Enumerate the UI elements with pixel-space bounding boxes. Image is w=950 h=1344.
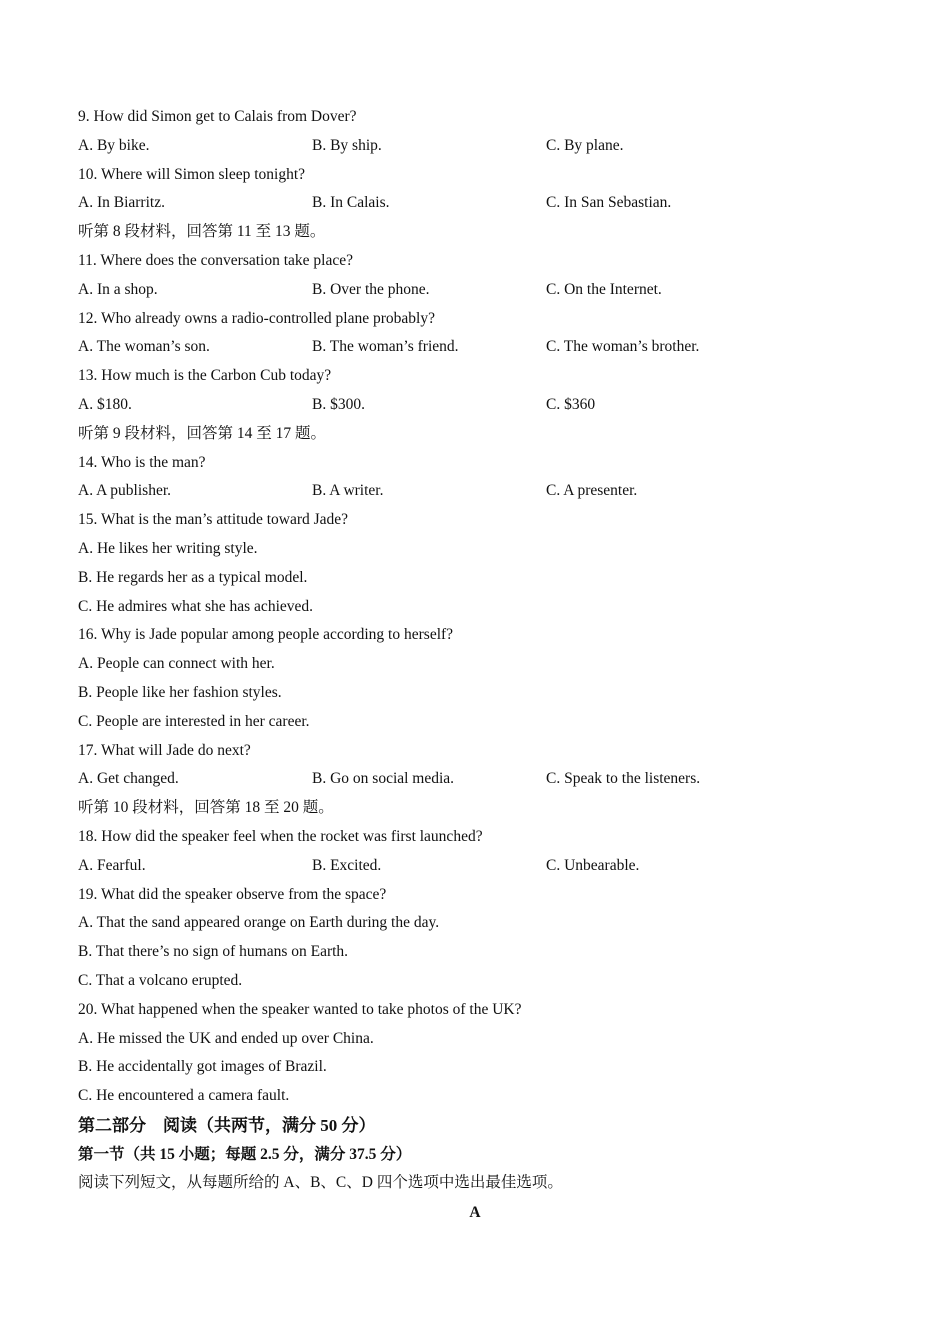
- option-a: A. That the sand appeared orange on Earth during the day.: [78, 914, 440, 932]
- question-18-stem: 18. How did the speaker feel when the rocket was first launched?: [78, 827, 483, 845]
- question-13-stem: 13. How much is the Carbon Cub today?: [78, 367, 332, 385]
- question-10-stem: 10. Where will Simon sleep tonight?: [78, 165, 306, 183]
- option-c: C. $360: [546, 395, 596, 413]
- exam-page: [78, 103, 878, 1228]
- option-c: C. A presenter.: [546, 482, 638, 500]
- option-a: A. He likes her writing style.: [78, 539, 258, 557]
- option-a: A. $180.: [78, 395, 132, 413]
- question-13-options: [78, 391, 878, 420]
- option-b: B. $300.: [312, 395, 365, 413]
- question-15-stem: 15. What is the man’s attitude toward Jade?: [78, 511, 349, 529]
- option-b: B. Go on social media.: [312, 770, 455, 788]
- option-a: A. A publisher.: [78, 482, 172, 500]
- option-b: B. Excited.: [312, 856, 382, 874]
- question-9-options: [78, 132, 878, 161]
- listening-instruction-10: 听第 10 段材料，回答第 18 至 20 题。: [78, 799, 334, 817]
- option-a: A. He missed the UK and ended up over China.: [78, 1029, 374, 1047]
- passage-letter: A: [469, 1203, 481, 1221]
- question-18-options: [78, 852, 878, 881]
- option-a: A. By bike.: [78, 136, 150, 154]
- option-a: A. In Biarritz.: [78, 194, 165, 212]
- option-b: B. In Calais.: [312, 194, 390, 212]
- option-c: C. In San Sebastian.: [546, 194, 672, 212]
- option-c: C. He encountered a camera fault.: [78, 1087, 290, 1105]
- part-two-title: 第二部分 阅读（共两节，满分 50 分）: [78, 1115, 376, 1135]
- section-one-title: 第一节（共 15 小题；每题 2.5 分，满分 37.5 分）: [78, 1145, 412, 1163]
- question-10-options: [78, 189, 878, 218]
- option-b: B. Over the phone.: [312, 280, 430, 298]
- option-c: C. He admires what she has achieved.: [78, 597, 314, 615]
- option-c: C. On the Internet.: [546, 280, 662, 298]
- option-b: B. A writer.: [312, 482, 384, 500]
- question-17-options: [78, 765, 878, 794]
- question-14-stem: 14. Who is the man?: [78, 453, 206, 471]
- question-9-stem: 9. How did Simon get to Calais from Dover?: [78, 108, 357, 125]
- option-b: B. He accidentally got images of Brazil.: [78, 1058, 327, 1076]
- option-a: A. In a shop.: [78, 280, 158, 298]
- question-19-stem: 19. What did the speaker observe from the space?: [78, 885, 387, 903]
- question-11-options: [78, 276, 878, 305]
- option-b: B. The woman’s friend.: [312, 338, 459, 356]
- option-b: B. People like her fashion styles.: [78, 683, 282, 701]
- question-12-stem: 12. Who already owns a radio-controlled plane probably?: [78, 309, 435, 327]
- question-16-stem: 16. Why is Jade popular among people according to herself?: [78, 626, 454, 644]
- question-20-stem: 20. What happened when the speaker wanted to take photos of the UK?: [78, 1000, 522, 1018]
- option-b: B. He regards her as a typical model.: [78, 568, 308, 586]
- question-14-options: [78, 477, 878, 506]
- option-a: A. Fearful.: [78, 856, 146, 874]
- option-a: A. The woman’s son.: [78, 338, 210, 356]
- option-c: C. The woman’s brother.: [546, 338, 700, 356]
- listening-instruction-9: 听第 9 段材料，回答第 14 至 17 题。: [78, 424, 327, 442]
- question-17-stem: 17. What will Jade do next?: [78, 741, 251, 759]
- option-b: B. That there’s no sign of humans on Earth.: [78, 943, 349, 961]
- option-c: C. That a volcano erupted.: [78, 971, 243, 989]
- option-c: C. By plane.: [546, 136, 624, 154]
- option-a: A. People can connect with her.: [78, 655, 275, 673]
- option-a: A. Get changed.: [78, 770, 179, 788]
- question-12-options: [78, 333, 878, 362]
- listening-instruction-8: 听第 8 段材料，回答第 11 至 13 题。: [78, 223, 326, 241]
- option-b: B. By ship.: [312, 136, 382, 154]
- question-11-stem: 11. Where does the conversation take place?: [78, 251, 354, 269]
- option-c: C. People are interested in her career.: [78, 712, 310, 730]
- option-c: C. Speak to the listeners.: [546, 770, 701, 788]
- reading-instruction: 阅读下列短文，从每题所给的 A、B、C、D 四个选项中选出最佳选项。: [78, 1173, 563, 1191]
- option-c: C. Unbearable.: [546, 856, 640, 874]
